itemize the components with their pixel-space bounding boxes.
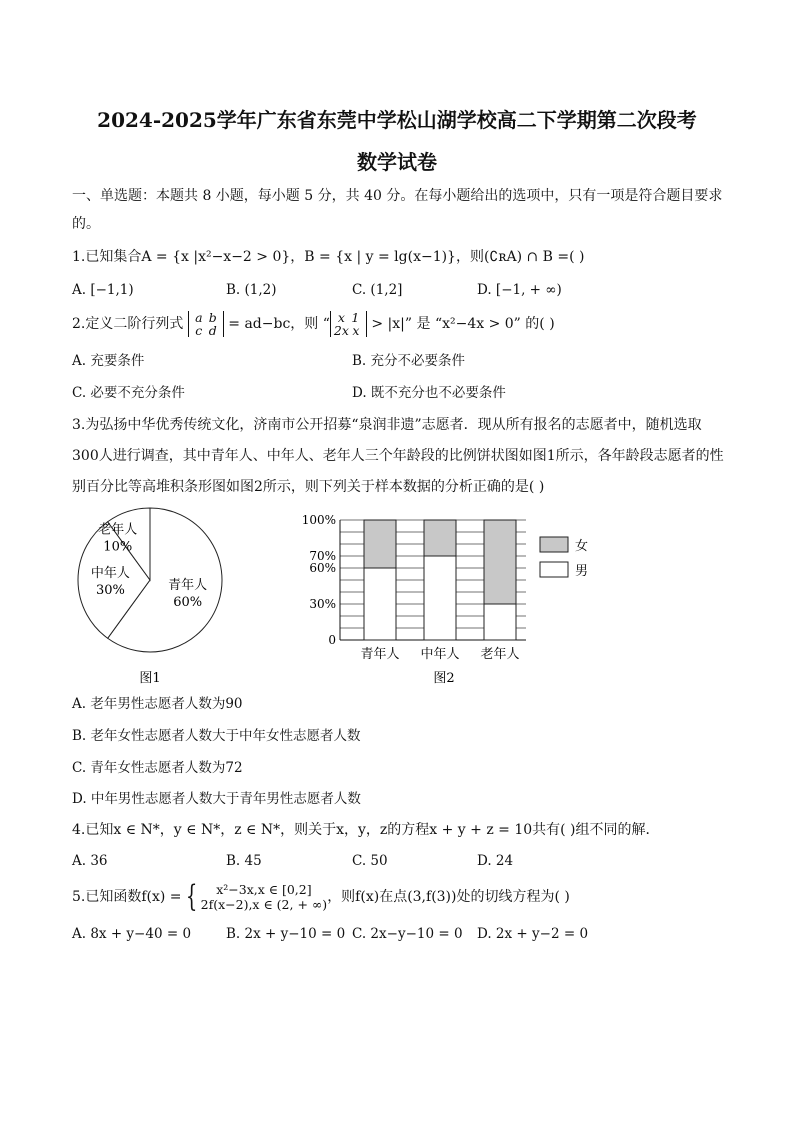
bar-female-1 bbox=[424, 520, 456, 556]
q5-option-a: A. 8x + y−40 = 0 bbox=[72, 926, 192, 942]
question-4: 4.已知x ∈ N*，y ∈ N*，z ∈ N*，则关于x，y，z的方程x + y + z = 10共有( )组不同的解． bbox=[72, 822, 660, 838]
y-tick-label: 70% bbox=[309, 549, 336, 563]
question-5 bbox=[72, 880, 570, 914]
q3-option-a: A. 老年男性志愿者人数为90 bbox=[72, 696, 243, 712]
piecewise-brace: { bbox=[185, 879, 197, 914]
q2-middle: = ad−bc，则 “ bbox=[228, 316, 330, 332]
y-tick-label: 100% bbox=[301, 513, 336, 527]
q4-option-a: A. 36 bbox=[72, 853, 108, 869]
bar-male-2 bbox=[484, 604, 516, 640]
pie-label-percent: 10% bbox=[103, 539, 133, 555]
x-tick-label: 中年人 bbox=[420, 647, 460, 662]
piecewise-function bbox=[201, 882, 328, 912]
page-subtitle: 数学试卷 bbox=[357, 150, 437, 174]
q3-option-d: D. 中年男性志愿者人数大于青年男性志愿者人数 bbox=[72, 791, 361, 807]
q3-option-b: B. 老年女性志愿者人数大于中年女性志愿者人数 bbox=[72, 728, 361, 744]
question-3-line1: 3.为弘扬中华优秀传统文化，济南市公开招募“泉润非遗”志愿者．现从所有报名的志愿者中，随机选取 bbox=[72, 417, 702, 433]
y-tick-label: 0 bbox=[328, 633, 336, 647]
pie-label-percent: 30% bbox=[95, 583, 125, 598]
determinant-definition: a b c d bbox=[188, 311, 224, 337]
section-heading: 一、单选题：本题共 8 小题，每小题 5 分，共 40 分。在每小题给出的选项中，只有一项是符合题目要求 bbox=[72, 188, 723, 204]
q4-option-d: D. 24 bbox=[477, 853, 514, 869]
question-3-line3: 别百分比等高堆积条形图如图2所示，则下列关于样本数据的分析正确的是( ) bbox=[72, 479, 545, 495]
bar-female-0 bbox=[364, 520, 396, 568]
y-tick-label: 60% bbox=[309, 561, 336, 575]
bar-male-1 bbox=[424, 556, 456, 640]
piecewise-case-2: 2f(x−2),x ∈ (2, + ∞) bbox=[200, 897, 328, 912]
bar-caption: 图2 bbox=[433, 671, 455, 686]
pie-label-category: 老年人 bbox=[98, 522, 138, 538]
pie-caption: 图1 bbox=[139, 671, 161, 686]
x-tick-label: 老年人 bbox=[480, 647, 520, 662]
pie-label-percent: 60% bbox=[173, 595, 203, 611]
q2-option-d: D. 既不充分也不必要条件 bbox=[352, 385, 506, 401]
question-1: 1.已知集合A = {x |x²−x−2 > 0}，B = {x | y = lg(x−1)}，则(∁ʀA) ∩ B =( ) bbox=[72, 249, 585, 265]
legend-swatch-male bbox=[540, 562, 568, 577]
determinant-condition: x 1 2x x bbox=[330, 311, 367, 337]
q5-option-b: B. 2x + y−10 = 0 bbox=[226, 926, 346, 942]
q2-option-c: C. 必要不充分条件 bbox=[72, 385, 185, 401]
question-3-line2: 300人进行调查，其中青年人、中年人、老年人三个年龄段的比例饼状图如图1所示，各年龄段志愿者的性 bbox=[72, 448, 724, 464]
q2-suffix: > |x|” 是 “x²−4x > 0” 的( ) bbox=[371, 316, 555, 332]
question-2 bbox=[72, 311, 555, 337]
legend-label-female: 女 bbox=[575, 539, 589, 554]
section-heading-cont: 的。 bbox=[72, 216, 100, 232]
q4-option-b: B. 45 bbox=[226, 853, 262, 869]
q2-prefix: 2.定义二阶行列式 bbox=[72, 316, 184, 332]
piecewise-case-1: x²−3x,x ∈ [0,2] bbox=[216, 882, 312, 897]
y-tick-label: 30% bbox=[309, 597, 336, 611]
q3-option-c: C. 青年女性志愿者人数为72 bbox=[72, 760, 243, 776]
x-tick-label: 青年人 bbox=[360, 647, 400, 662]
page-title: 2024-2025学年广东省东莞中学松山湖学校高二下学期第二次段考 bbox=[97, 108, 697, 132]
q3-figures bbox=[0, 500, 794, 700]
bar-male-0 bbox=[364, 568, 396, 640]
q5-suffix: ，则f(x)在点(3,f(3))处的切线方程为( ) bbox=[327, 889, 570, 905]
q1-option-d: D. [−1, + ∞) bbox=[477, 282, 562, 298]
q1-option-a: A. [−1,1) bbox=[72, 282, 134, 298]
legend-label-male: 男 bbox=[575, 564, 589, 579]
pie-label-category: 青年人 bbox=[168, 578, 208, 594]
bar-female-2 bbox=[484, 520, 516, 604]
pie-label-category: 中年人 bbox=[90, 566, 130, 581]
q1-option-c: C. (1,2] bbox=[352, 282, 403, 298]
q5-option-c: C. 2x−y−10 = 0 bbox=[352, 926, 463, 942]
legend-swatch-female bbox=[540, 537, 568, 552]
q5-prefix: 5.已知函数f(x) = bbox=[72, 889, 182, 905]
q2-option-b: B. 充分不必要条件 bbox=[352, 353, 466, 369]
q5-option-d: D. 2x + y−2 = 0 bbox=[477, 926, 589, 942]
q1-option-b: B. (1,2) bbox=[226, 282, 277, 298]
q4-option-c: C. 50 bbox=[352, 853, 388, 869]
q2-option-a: A. 充要条件 bbox=[72, 353, 145, 369]
